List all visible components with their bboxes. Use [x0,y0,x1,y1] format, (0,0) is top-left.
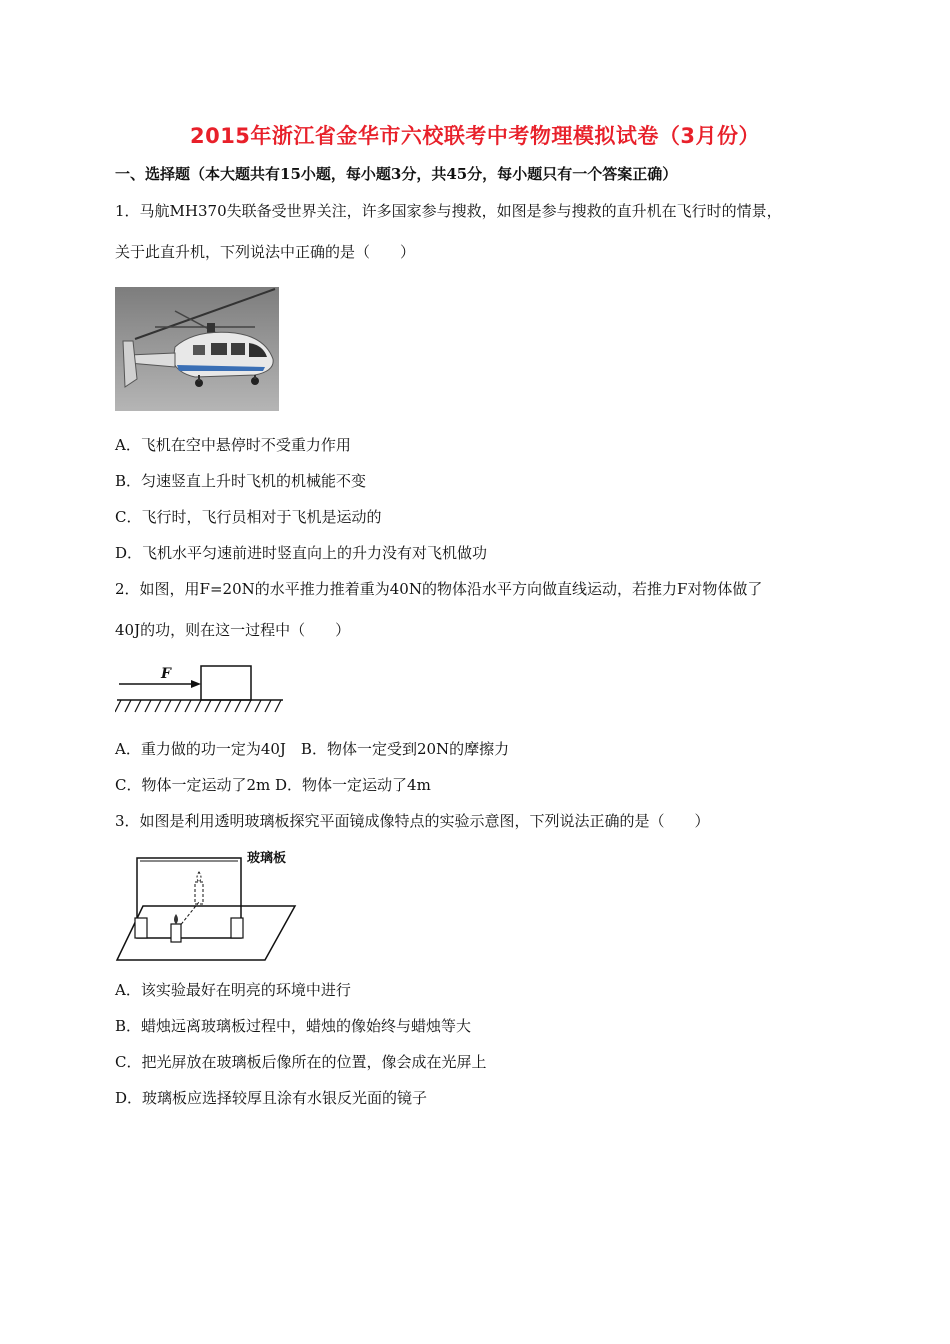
section-heading: 一、选择题（本大题共有15小题，每小题3分，共45分，每小题只有一个答案正确） [115,165,678,183]
glass-plate-label: 玻璃板 [247,851,287,866]
question-1-option-c: C．飞行时，飞行员相对于飞机是运动的 [115,508,382,526]
question-1-option-a: A．飞机在空中悬停时不受重力作用 [115,436,351,454]
question-2-stem-line-2: 40J的功，则在这一过程中（ ） [115,621,351,639]
question-1-stem-line-1: 1．马航MH370失联备受世界关注，许多国家参与搜救，如图是参与搜救的直升机在飞行时的情景， [115,202,782,220]
question-3-option-c: C．把光屏放在玻璃板后像所在的位置，像会成在光屏上 [115,1053,487,1071]
question-1-option-d: D．飞机水平匀速前进时竖直向上的升力没有对飞机做功 [115,544,488,562]
question-2-option-cd: C．物体一定运动了2m D．物体一定运动了4m [115,776,431,794]
question-2-option-ab: A．重力做的功一定为40J B．物体一定受到20N的摩擦力 [115,740,510,758]
question-1-stem-line-2: 关于此直升机，下列说法中正确的是（ ） [115,243,416,261]
question-3-option-b: B．蜡烛远离玻璃板过程中，蜡烛的像始终与蜡烛等大 [115,1017,472,1035]
question-3-option-d: D．玻璃板应选择较厚且涂有水银反光面的镜子 [115,1089,428,1107]
helicopter-photo [115,287,279,411]
question-1-option-b: B．匀速竖直上升时飞机的机械能不变 [115,472,367,490]
force-block-diagram [115,660,285,718]
glass-plate-diagram [115,848,297,962]
question-3-option-a: A．该实验最好在明亮的环境中进行 [115,981,351,999]
question-2-stem-line-1: 2．如图，用F=20N的水平推力推着重为40N的物体沿水平方向做直线运动，若推力F对物体做了 [115,580,763,598]
question-3-stem: 3．如图是利用透明玻璃板探究平面镜成像特点的实验示意图，下列说法正确的是（ ） [115,812,710,830]
force-label: F [161,666,171,682]
page-title: 2015年浙江省金华市六校联考中考物理模拟试卷（3月份） [189,124,761,148]
